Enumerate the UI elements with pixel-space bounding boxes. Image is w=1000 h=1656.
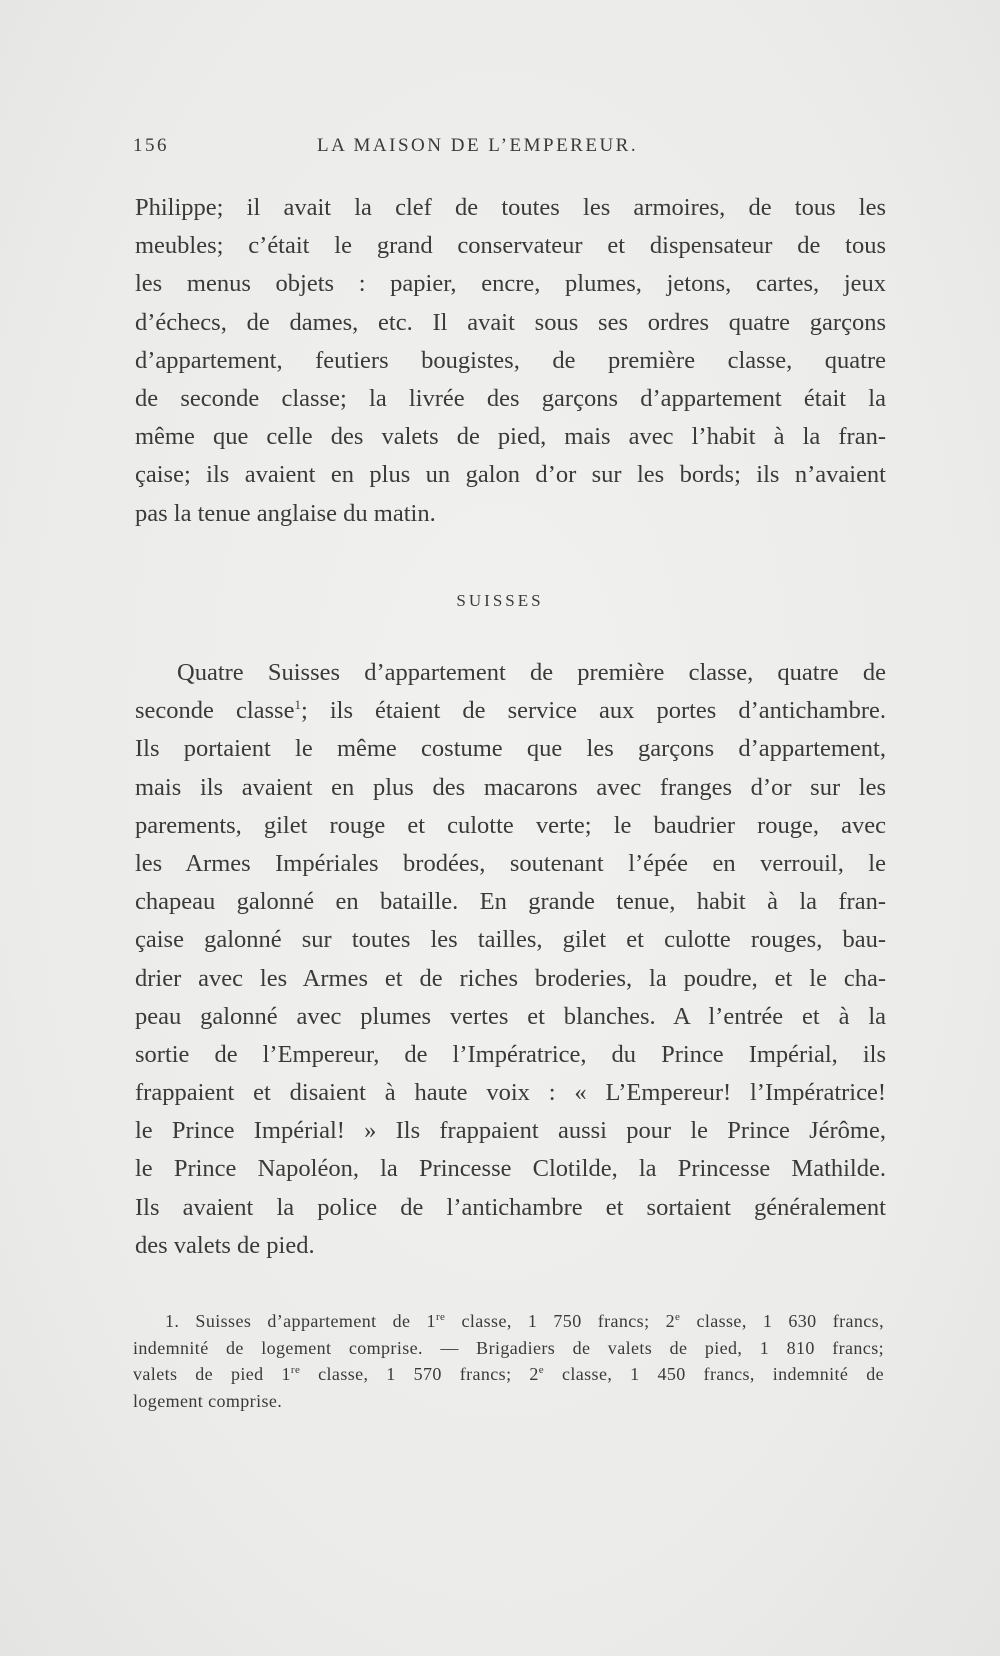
text-fragment: classe, 1 570 francs; 2 [300,1364,539,1384]
footnote-line [133,1361,884,1388]
text-fragment: classe, 1 750 francs; 2 [445,1311,676,1331]
text-line: même que celle des valets de pied, mais avec l’habit à la fran- [135,423,886,451]
paragraph-2 [135,654,886,1265]
footnote-line: logement comprise. [133,1390,283,1411]
text-line: le Prince Impérial! » Ils frappaient aussi pour le Prince Jérôme, [135,1117,886,1145]
text-line: Ils avaient la police de l’antichambre et sortaient généralement [135,1193,886,1221]
text-line: d’échecs, de dames, etc. Il avait sous ses ordres quatre garçons [135,308,886,336]
running-head [133,135,733,165]
text-line: de seconde classe; la livrée des garçons d’appartement était la [135,384,886,412]
ordinal-suffix: e [675,1311,681,1323]
text-line: peau galonné avec plumes vertes et blanches. A l’entrée et à la [135,1002,886,1030]
section-heading: SUISSES [456,591,544,610]
text-fragment: 1. Suisses d’appartement de 1 [165,1311,436,1331]
text-fragment: seconde classe [135,697,295,725]
ordinal-suffix: re [435,1311,446,1323]
text-line: d’appartement, feutiers bougistes, de première classe, quatre [135,346,886,374]
text-line: les Armes Impériales brodées, soutenant l’épée en verrouil, le [135,849,886,877]
text-line: parements, gilet rouge et culotte verte; le baudrier rouge, avec [135,811,886,839]
running-title: LA MAISON DE L’EMPEREUR. [317,135,639,156]
text-fragment: classe, 1 450 francs, indemnité de [544,1364,884,1384]
text-fragment: classe, 1 630 francs, [680,1311,884,1331]
text-line: le Prince Napoléon, la Princesse Clotilde, la Princesse Mathilde. [135,1155,886,1183]
text-line: Quatre Suisses d’appartement de première classe, quatre de [177,659,886,686]
ordinal-suffix: re [290,1364,301,1376]
text-fragment: ; ils étaient de service aux portes d’antichambre. [300,697,886,725]
text-line: frappaient et disaient à haute voix : « L’Empereur! l’Impératrice! [135,1079,886,1107]
text-line: sortie de l’Empereur, de l’Impératrice, du Prince Impérial, ils [135,1040,886,1068]
paragraph-1 [135,189,886,533]
text-fragment: valets de pied 1 [133,1364,291,1384]
footnote-reference[interactable]: 1 [294,697,301,713]
text-line: Philippe; il avait la clef de toutes les armoires, de tous les [135,194,886,221]
text-line [135,692,886,730]
text-line: drier avec les Armes et de riches broderies, la poudre, et le cha- [135,964,886,992]
text-line: des valets de pied. [135,1231,315,1259]
footnote [133,1308,884,1414]
text-line: mais ils avaient en plus des macarons avec franges d’or sur les [135,773,886,801]
page-number: 156 [133,135,169,156]
footnote-line [133,1308,884,1335]
footnote-line: indemnité de logement comprise. — Brigadiers de valets de pied, 1 810 francs; [133,1337,884,1358]
text-line: çaise; ils avaient en plus un galon d’or sur les bords; ils n’avaient [135,461,886,489]
text-line: les menus objets : papier, encre, plumes, jetons, cartes, jeux [135,270,886,298]
ordinal-suffix: e [538,1364,545,1376]
text-line: chapeau galonné en bataille. En grande tenue, habit à la fran- [135,888,886,916]
text-line: meubles; c’était le grand conservateur et dispensateur de tous [135,232,886,260]
text-line: çaise galonné sur toutes les tailles, gilet et culotte rouges, bau- [135,926,886,954]
text-line: Ils portaient le même costume que les garçons d’appartement, [135,735,886,763]
text-line: pas la tenue anglaise du matin. [135,499,436,527]
